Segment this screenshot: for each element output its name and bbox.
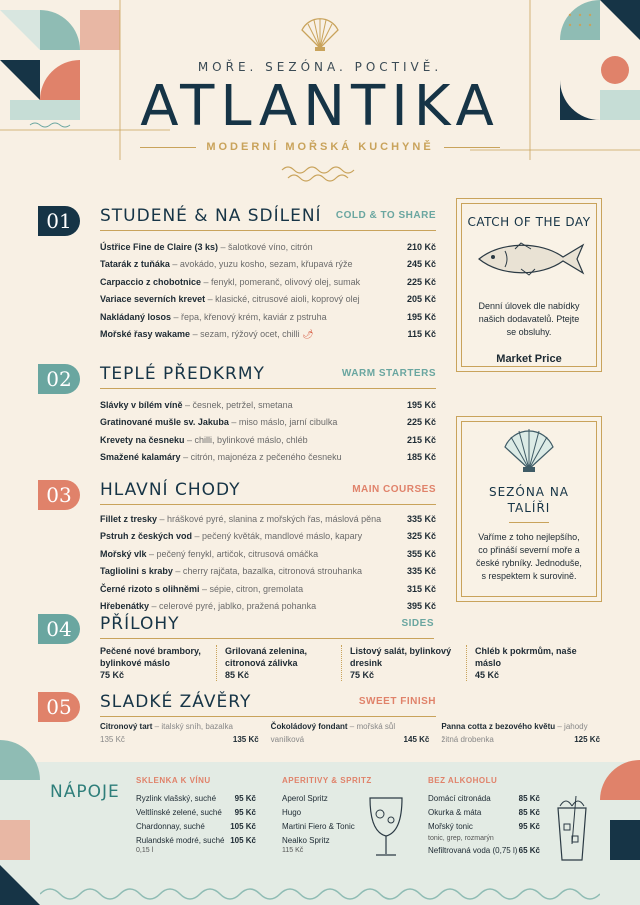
aperitif-column: APERITIVY & SPRITZ Aperol Spritz Hugo Martini Fiero & Tonic Nealko Spritz 115 Kč <box>282 776 372 854</box>
drinks-left-ornament <box>0 740 40 905</box>
side-item: Chléb k pokrmům, naše máslo 45 Kč <box>475 646 577 680</box>
menu-item: Nakládaný losos – řepa, křenový krém, kaviár z pstruha 195 Kč <box>100 311 436 322</box>
section-sides <box>40 614 600 640</box>
wine-column: SKLENKA K VÍNU Ryzlink vlašský, suché 95 Kč Veltlínské zelené, suché 95 Kč Chardonnay, suché 105 Kč Rulandské modré, suché 105 Kč 0,15 l <box>136 776 256 854</box>
menu-item: Černé rizoto s olihněmi – sépie, citron, gremolata 315 Kč <box>100 583 436 594</box>
season-title: SEZÓNA NA TALÍŘI <box>488 485 570 515</box>
restaurant-title: ATLANTIKA <box>140 74 500 139</box>
menu-item: Pstruh z českých vod – pečený květák, mandlové máslo, kapary 325 Kč <box>100 531 436 542</box>
bottom-wave-border <box>40 880 600 905</box>
menu-item: Gratinované mušle sv. Jakuba – miso máslo, jarní cibulka 225 Kč <box>100 417 436 428</box>
section-title: SLADKÉ ZÁVĚRY <box>100 692 252 712</box>
menu-item: Slávky v bílém víně – česnek, petržel, smetana 195 Kč <box>100 399 436 410</box>
side-item: Listový salát, bylinkový dresink 75 Kč <box>350 645 467 681</box>
section-title: PŘÍLOHY <box>100 614 180 634</box>
dessert-item: Čokoládový fondant – mořská sůl vanilková 145 Kč <box>270 722 430 744</box>
catch-text: Denní úlovek dle nabídky našich dodavatelů. Ptejte se obsluhy. <box>478 301 580 337</box>
dessert-item: Panna cotta z bezového květu – jahody žitná drobenka 125 Kč <box>441 722 601 744</box>
section-warm <box>40 364 436 464</box>
section-subtitle: SIDES <box>401 618 434 629</box>
wave-ornament-icon <box>280 162 360 182</box>
subtitle: MODERNÍ MOŘSKÁ KUCHYNĚ <box>206 141 434 153</box>
item-list <box>100 396 436 466</box>
section-number: 01 <box>38 206 80 236</box>
soft-drinks-column: BEZ ALKOHOLU Domácí citronáda 85 Kč Okurka & máta 85 Kč Mořský tonic 95 Kč tonic, grep, rozmarýn Nefiltrovaná voda (0,75 l) 65 Kč <box>428 776 540 855</box>
menu-item: Mořské řasy wakame – sezam, rýžový ocet, chilli 🌶︎ 115 Kč <box>100 328 436 340</box>
menu-item: Ústřice Fine de Claire (3 ks) – šalotkové víno, citrón 210 Kč <box>100 241 436 252</box>
section-number: 05 <box>38 692 80 722</box>
menu-item: Mořský vlk – pečený fenykl, artičok, citrusová omáčka 355 Kč <box>100 548 436 559</box>
menu-item: Variace severních krevet – klasické, citrusové aioli, koprový olej 205 Kč <box>100 294 436 305</box>
dessert-item: Citronový tart – italský sníh, bazalka 135 Kč 135 Kč <box>100 722 259 744</box>
section-main <box>40 480 436 610</box>
section-desserts <box>40 692 436 718</box>
cocktail-glass-icon <box>364 792 408 862</box>
subtitle-row <box>140 141 500 153</box>
section-number: 02 <box>38 364 80 394</box>
section-title: STUDENÉ & NA SDÍLENÍ <box>100 206 322 226</box>
menu-item: Tagliolini s kraby – cherry rajčata, bazalka, citronová strouhanka 335 Kč <box>100 566 436 577</box>
drinks-right-ornament <box>600 760 640 905</box>
section-title: HLAVNÍ CHODY <box>100 480 241 500</box>
dessert-list <box>100 722 600 744</box>
tagline: MOŘE. SEZÓNA. POCTIVĚ. <box>197 60 443 74</box>
section-number: 03 <box>38 480 80 510</box>
section-subtitle: COLD & TO SHARE <box>335 210 436 221</box>
side-item: Grilovaná zelenina, citronová zálivka 85 Kč <box>225 645 342 681</box>
menu-item: Tatarák z tuňáka – avokádo, yuzu kosho, sezam, křupavá rýže 245 Kč <box>100 259 436 270</box>
section-number: 04 <box>38 614 80 644</box>
menu-item: Fillet z tresky – hráškové pyré, slanina z mořských řas, máslová pěna 335 Kč <box>100 513 436 524</box>
menu-item: Hřebenátky – celerové pyré, jablko, pražená pohanka 395 Kč <box>100 601 436 612</box>
drinks-title: NÁPOJE <box>50 782 120 802</box>
catch-price: Market Price <box>496 353 562 365</box>
section-subtitle: SWEET FINISH <box>358 696 436 707</box>
section-title: TEPLÉ PŘEDKRMY <box>100 364 265 384</box>
section-cold <box>40 206 436 346</box>
item-list <box>100 510 436 615</box>
highball-glass-icon <box>552 794 592 864</box>
chili-icon: 🌶︎ <box>302 328 314 339</box>
menu-item: Smažené kalamáry – citrón, majonéza z pečeného česneku 185 Kč <box>100 452 436 463</box>
section-subtitle: MAIN COURSES <box>352 484 436 495</box>
shell-logo-icon <box>298 16 342 52</box>
item-list <box>100 238 436 343</box>
season-text: Vaříme z toho nejlepšího, co přináší severní moře a české rybníky. Jednoduše, s respektem k surovině. <box>476 532 582 581</box>
sides-list <box>100 645 600 681</box>
catch-title: CATCH OF THE DAY <box>467 215 591 229</box>
scallop-shell-icon <box>499 427 559 473</box>
menu-item: Carpaccio z chobotnice – fenykl, pomeranč, olivový olej, sumak 225 Kč <box>100 276 436 287</box>
section-subtitle: WARM STARTERS <box>341 368 436 379</box>
catch-of-the-day-card <box>456 198 602 372</box>
fish-icon <box>471 237 587 281</box>
side-item: Pečené nové brambory, bylinkové máslo 75 Kč <box>100 645 217 681</box>
menu-item: Krevety na česneku – chilli, bylinkové máslo, chléb 215 Kč <box>100 434 436 445</box>
season-card <box>456 416 602 602</box>
